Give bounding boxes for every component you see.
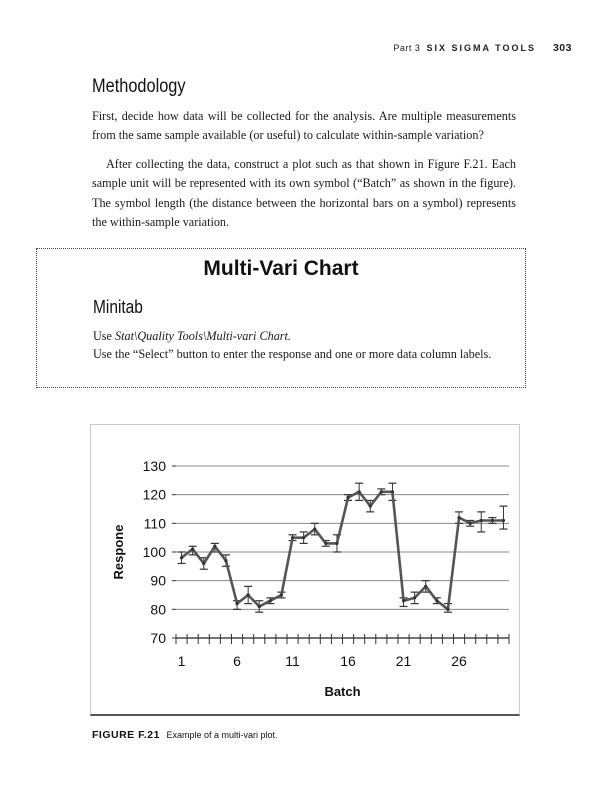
figure-caption-text: Example of a multi-vari plot. xyxy=(166,730,278,740)
x-tick-label: 26 xyxy=(451,653,467,669)
data-point-batch-12 xyxy=(302,536,305,539)
multi-vari-chart xyxy=(91,425,519,715)
sidebar-subtitle: Minitab xyxy=(93,297,143,317)
sidebar-title: Multi-Vari Chart xyxy=(203,257,359,280)
data-point-batch-28 xyxy=(480,519,483,522)
running-header xyxy=(393,42,572,54)
y-tick-label: 90 xyxy=(150,572,166,589)
data-point-batch-15 xyxy=(335,542,338,545)
range-bar-batch-30 xyxy=(499,506,507,529)
data-point-batch-20 xyxy=(391,490,394,493)
data-point-batch-30 xyxy=(502,519,505,522)
methodology-heading: Methodology xyxy=(92,76,186,97)
header-part: Part 3 xyxy=(393,43,421,53)
x-tick-label: 1 xyxy=(177,653,186,669)
sidebar-line-1-prefix: Use xyxy=(93,329,116,343)
figure-frame xyxy=(90,424,520,716)
y-tick-label: 110 xyxy=(143,515,166,532)
data-point-batch-21 xyxy=(402,599,405,602)
data-point-batch-5 xyxy=(224,559,227,562)
data-point-batch-17 xyxy=(358,490,361,493)
data-point-batch-7 xyxy=(247,593,250,596)
data-point-batch-22 xyxy=(413,596,416,599)
x-tick-label: 16 xyxy=(340,653,356,669)
x-axis-title: Batch xyxy=(324,684,361,699)
x-tick-label: 6 xyxy=(233,653,241,669)
x-tick-label: 11 xyxy=(285,653,300,669)
methodology-paragraph-2: After collecting the data, construct a plot such as that shown in Figure F.21. Each sample unit will be represented with its own symbol (“Batch” as shown in the figure). The symbol length (the distance between the horizontal bars on a symbol) represents the within-sample variation. xyxy=(92,157,516,229)
data-point-batch-10 xyxy=(280,593,283,596)
data-point-batch-27 xyxy=(469,522,472,525)
data-point-batch-8 xyxy=(258,605,261,608)
header-section: SIX SIGMA TOOLS xyxy=(426,43,536,53)
data-point-batch-1 xyxy=(180,556,183,559)
y-tick-label: 80 xyxy=(150,601,166,618)
data-point-batch-26 xyxy=(457,516,460,519)
minitab-sidebar-box xyxy=(36,248,526,388)
y-tick-label: 120 xyxy=(142,486,166,503)
data-point-batch-14 xyxy=(324,542,327,545)
series-line-batch-means xyxy=(182,492,504,610)
data-point-batch-29 xyxy=(491,519,494,522)
page-number: 303 xyxy=(552,42,572,54)
methodology-paragraph-1: First, decide how data will be collected for the analysis. Are multiple measurements from the same sample available (or useful) to calculate within-sample variation? xyxy=(92,109,516,143)
data-point-batch-3 xyxy=(202,562,205,565)
sidebar-menu-path: Stat\Quality Tools\Multi-vari Chart. xyxy=(115,329,291,343)
data-point-batch-24 xyxy=(435,599,438,602)
sidebar-line-1 xyxy=(93,327,515,345)
data-point-batch-23 xyxy=(424,585,427,588)
figure-caption xyxy=(92,729,278,741)
data-point-batch-18 xyxy=(369,505,372,508)
y-tick-label: 100 xyxy=(142,544,166,560)
data-point-batch-2 xyxy=(191,548,194,551)
sidebar-line-2: Use the “Select” button to enter the response and one or more data column labels. xyxy=(93,347,492,361)
y-tick-label: 70 xyxy=(150,630,166,646)
y-axis-title: Respone xyxy=(111,524,126,580)
data-point-batch-19 xyxy=(380,490,383,493)
data-point-batch-11 xyxy=(291,536,294,539)
x-tick-label: 21 xyxy=(395,653,412,669)
data-point-batch-6 xyxy=(235,602,238,605)
figure-label: FIGURE F.21 xyxy=(92,729,160,741)
data-point-batch-16 xyxy=(346,496,349,499)
data-point-batch-13 xyxy=(313,527,316,530)
y-tick-label: 130 xyxy=(142,458,166,474)
data-point-batch-4 xyxy=(213,545,216,548)
data-point-batch-25 xyxy=(446,608,449,611)
data-point-batch-9 xyxy=(269,599,272,602)
